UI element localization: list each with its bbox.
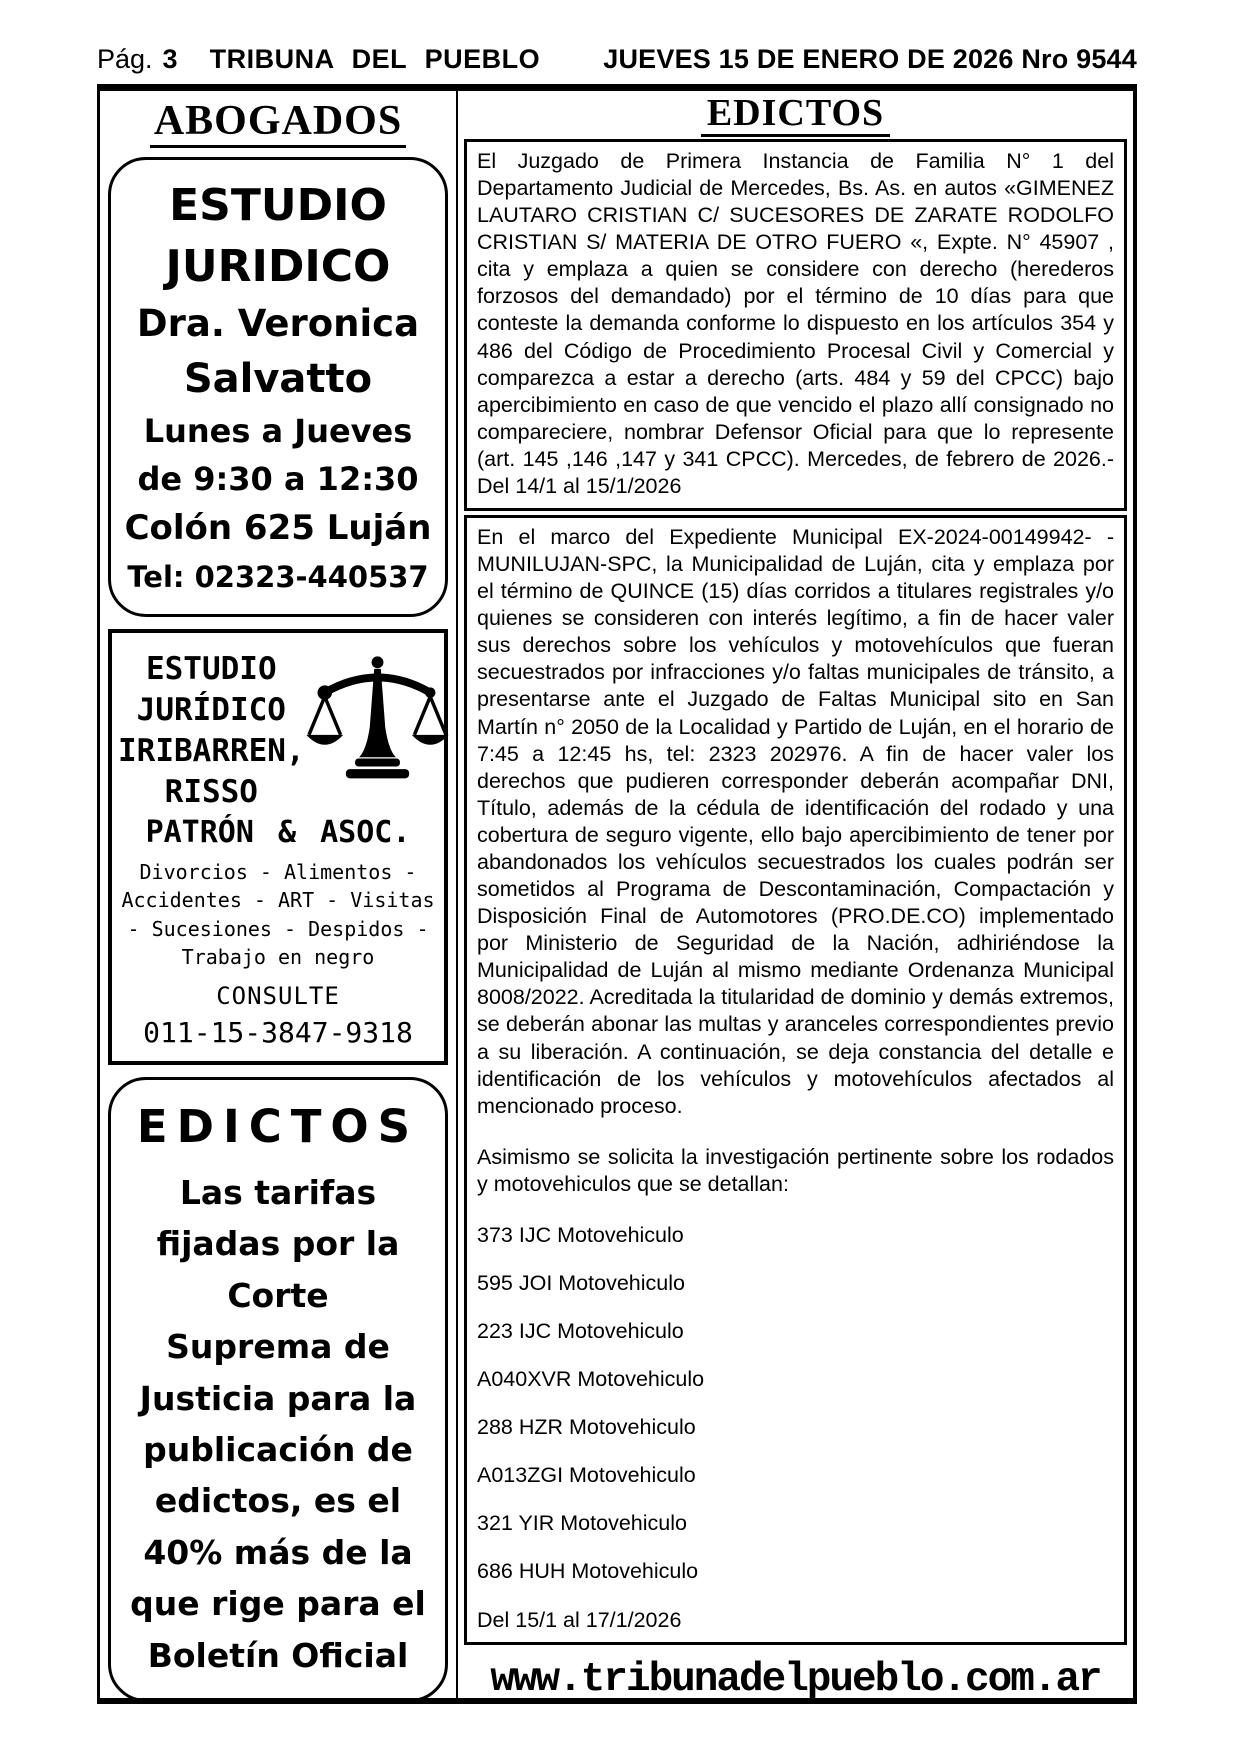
ad-line: Salvatto: [183, 356, 373, 403]
ad-line: Las tarifas: [179, 1172, 377, 1212]
website-url: www.tribunadelpueblo.com.ar: [490, 1656, 1101, 1698]
vehicle-entry: 288 HZR Motovehiculo: [477, 1415, 696, 1440]
publication-date-range: Del 15/1 al 17/1/2026: [477, 1607, 682, 1632]
vehicle-entry: 321 YIR Motovehiculo: [477, 1511, 687, 1536]
scales-of-justice-icon: [305, 643, 450, 793]
abogados-title-text: ABOGADOS: [150, 98, 406, 148]
page-number: 3: [162, 44, 178, 74]
vehicle-entry: 373 IJC Motovehiculo: [477, 1222, 684, 1247]
vehicle-entry: 686 HUH Motovehiculo: [477, 1559, 699, 1584]
iribarren-phone: 011-15-3847-9318: [143, 1015, 413, 1049]
ad-line: IRIBARREN,: [118, 733, 305, 770]
edictos-section-title: [462, 91, 1129, 135]
ad-line: RISSO: [164, 774, 258, 811]
left-column: [100, 91, 458, 1698]
ad-line: Boletín Oficial: [147, 1635, 409, 1675]
notice-body: El Juzgado de Primera Instancia de Familia N° 1 del Departamento Judicial de Mercedes, Bs. As. en autos «GIMENEZ LAUTARO CRISTIAN C/ SUCESORES DE ZARATE RODOLFO CRISTIAN S/ MATERIA DE OTRO FUERO «, Expte. N° 45907 , cita y emplaza a quien se considere con derecho (herederos forzosos del demandado) por el término de 10 días para que conteste la demanda conforme lo dispuesto en los artículos 354 y 486 del Código de Procedimiento Procesal Civil y Comercial y comparezca a estar a derecho (arts. 484 y 59 del CPCC) bajo apercibimiento en caso de que vencido el plazo allí consignado no compareciere, nombrar Defensor Oficial para que lo represente (art. 145 ,146 ,147 y 341 CPCC). Mercedes, de febrero de 2026.- Del 14/1 al 15/1/2026: [477, 149, 1114, 498]
ad-line: ESTUDIO: [145, 651, 277, 688]
content-box: [97, 84, 1137, 1704]
iribarren-services: Divorcios - Alimentos - Accidentes - ART - Visitas - Sucesiones - Despidos - Trabajo en negro: [121, 860, 435, 970]
ad-line: Dra. Veronica: [136, 302, 420, 346]
page-label: Pág.: [97, 44, 153, 74]
edictos-title-text: EDICTOS: [701, 92, 890, 137]
ad-line: publicación de: [143, 1430, 413, 1469]
vehicle-entry: 595 JOI Motovehiculo: [477, 1270, 685, 1295]
page-header: [97, 44, 1137, 75]
ad-line: Justicia para la: [139, 1378, 417, 1418]
vehicle-entry: A040XVR Motovehiculo: [477, 1367, 705, 1392]
vehicle-entry: 223 IJC Motovehiculo: [477, 1319, 684, 1344]
ad-line: JURIDICO: [165, 240, 391, 292]
vehicle-entry: A013ZGI Motovehiculo: [477, 1463, 696, 1488]
ad-line: Lunes a Jueves: [143, 412, 413, 451]
iribarren-names: [118, 643, 305, 813]
ad-line: fijadas por la: [156, 1224, 400, 1264]
ad-line: Corte: [227, 1275, 329, 1315]
legal-notice-municipality-lujan: [464, 515, 1127, 1645]
edictos-ad-title: EDICTOS: [136, 1099, 420, 1153]
abogados-section-title: [106, 97, 450, 145]
legal-notice-family-court: [464, 139, 1127, 511]
right-column: [458, 91, 1133, 1698]
ad-line: ESTUDIO: [169, 180, 387, 231]
ad-estudio-juridico-salvatto: [108, 157, 448, 617]
ad-edictos-tarifas: [108, 1077, 448, 1698]
ad-line: 40% más de la: [143, 1532, 413, 1572]
ad-line: que rige para el: [130, 1584, 426, 1624]
iribarren-partners: PATRÓN & ASOC.: [145, 815, 411, 851]
ad-phone: Tel: 02323-440537: [127, 560, 429, 595]
consult-label: CONSULTE: [216, 981, 340, 1010]
ad-line: edictos, es el: [154, 1481, 402, 1521]
ad-line: Colón 625 Luján: [124, 508, 432, 549]
issue-date: JUEVES 15 DE ENERO DE 2026 Nro 9544: [603, 44, 1137, 74]
ad-line: de 9:30 a 12:30: [137, 460, 419, 499]
notice-paragraph: Asimismo se solicita la investigación pertinente sobre los rodados y motovehiculos que se detallan:: [477, 1144, 1114, 1196]
masthead: TRIBUNA DEL PUEBLO: [209, 44, 541, 74]
ad-line: JURÍDICO: [136, 692, 286, 729]
header-left: [97, 44, 540, 75]
notice-paragraph: En el marco del Expediente Municipal EX-2024-00149942- - MUNILUJAN-SPC, la Municipalidad de Luján, cita y emplaza por el término de QUINCE (15) días corridos a titulares registrales y/o quienes se consideren con interés legítimo, a fin de hacer valer sus derechos sobre los vehículos y motovehículos que fueran secuestrados por infracciones y/o faltas municipales de tránsito, a presentarse ante el Juzgado de Faltas Municipal sito en San Martín n° 2050 de la Localidad y Partido de Luján, en el horario de 7:45 a 12:45 hs, tel: 2323 202976. A fin de hacer valer los derechos que pudieren corresponder deberán acompañar DNI, Título, además de la cédula de identificación del rodado y una cobertura de seguro vigente, ello bajo apercibimiento de tener por abandonados los vehículos secuestrados los cuales podrán ser sometidos al Programa de Descontaminación, Compactación y Disposición Final de Automotores (PRO.DE.CO) implementado por Ministerio de Seguridad de la Nación, adhiriéndose la Municipalidad de Luján al mismo mediante Ordenanza Municipal 8008/2022. Acreditada la titularidad de dominio y demás extremos, se deberán abonar las multas y aranceles correspondientes previo a su liberación. A continuación, se deja constancia del detalle e identificación de los vehículos y motovehículos afectados al mencionado proceso.: [477, 525, 1114, 1118]
iribarren-top: [118, 643, 438, 813]
ad-estudio-juridico-iribarren: [108, 629, 448, 1064]
ad-line: Suprema de: [166, 1327, 390, 1367]
